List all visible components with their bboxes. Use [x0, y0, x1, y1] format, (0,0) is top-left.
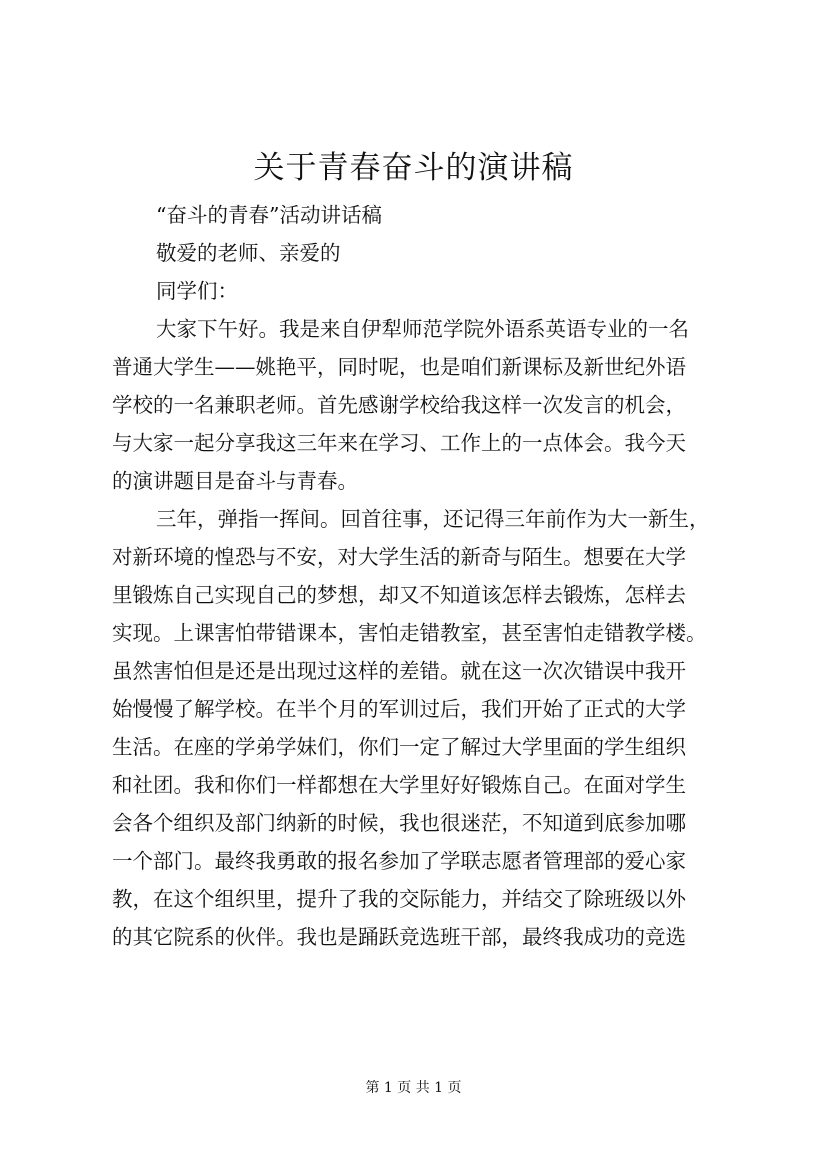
paragraph-line: 普通大学生——姚艳平，同时呢，也是咱们新课标及新世纪外语 — [112, 355, 686, 379]
paragraph-line: 的其它院系的伙伴。我也是踊跃竞选班干部，最终我成功的竞选 — [112, 925, 686, 949]
paragraph-line: 里锻炼自己实现自己的梦想，却又不知道该怎样去锻炼，怎样去 — [112, 583, 686, 607]
paragraph-line: 实现。上课害怕带错课本，害怕走错教室，甚至害怕走错教学楼。 — [112, 621, 707, 645]
paragraph-line: 生活。在座的学弟学妹们，你们一定了解过大学里面的学生组织 — [112, 735, 686, 759]
salutation-line: 敬爱的老师、亲爱的 — [156, 241, 341, 265]
paragraph-line: 的演讲题目是奋斗与青春。 — [112, 469, 358, 493]
paragraph-line: 对新环境的惶恐与不安，对大学生活的新奇与陌生。想要在大学 — [112, 545, 686, 569]
paragraph-line: 与大家一起分享我这三年来在学习、工作上的一点体会。我今天 — [112, 431, 686, 455]
paragraph-line: 始慢慢了解学校。在半个月的军训过后，我们开始了正式的大学 — [112, 697, 686, 721]
paragraph-line: 一个部门。最终我勇敢的报名参加了学联志愿者管理部的爱心家 — [112, 849, 686, 873]
subtitle-line: “奋斗的青春”活动讲话稿 — [156, 203, 382, 227]
document-body — [112, 196, 742, 956]
paragraph-line: 会各个组织及部门纳新的时候，我也很迷茫，不知道到底参加哪 — [112, 811, 686, 835]
paragraph-line: 教，在这个组织里，提升了我的交际能力，并结交了除班级以外 — [112, 887, 686, 911]
paragraph-line: 虽然害怕但是还是出现过这样的差错。就在这一次次错误中我开 — [112, 659, 686, 683]
page-number-footer: 第 1 页 共 1 页 — [365, 1080, 462, 1096]
paragraph-line: 和社团。我和你们一样都想在大学里好好锻炼自己。在面对学生 — [112, 773, 686, 797]
paragraph-line: 学校的一名兼职老师。首先感谢学校给我这样一次发言的机会， — [112, 393, 686, 417]
salutation-line: 同学们： — [156, 279, 238, 303]
paragraph-line: 大家下午好。我是来自伊犁师范学院外语系英语专业的一名 — [156, 317, 689, 341]
document-title: 关于青春奋斗的演讲稿 — [253, 150, 574, 186]
paragraph-line: 三年，弹指一挥间。回首往事，还记得三年前作为大一新生， — [156, 507, 710, 531]
